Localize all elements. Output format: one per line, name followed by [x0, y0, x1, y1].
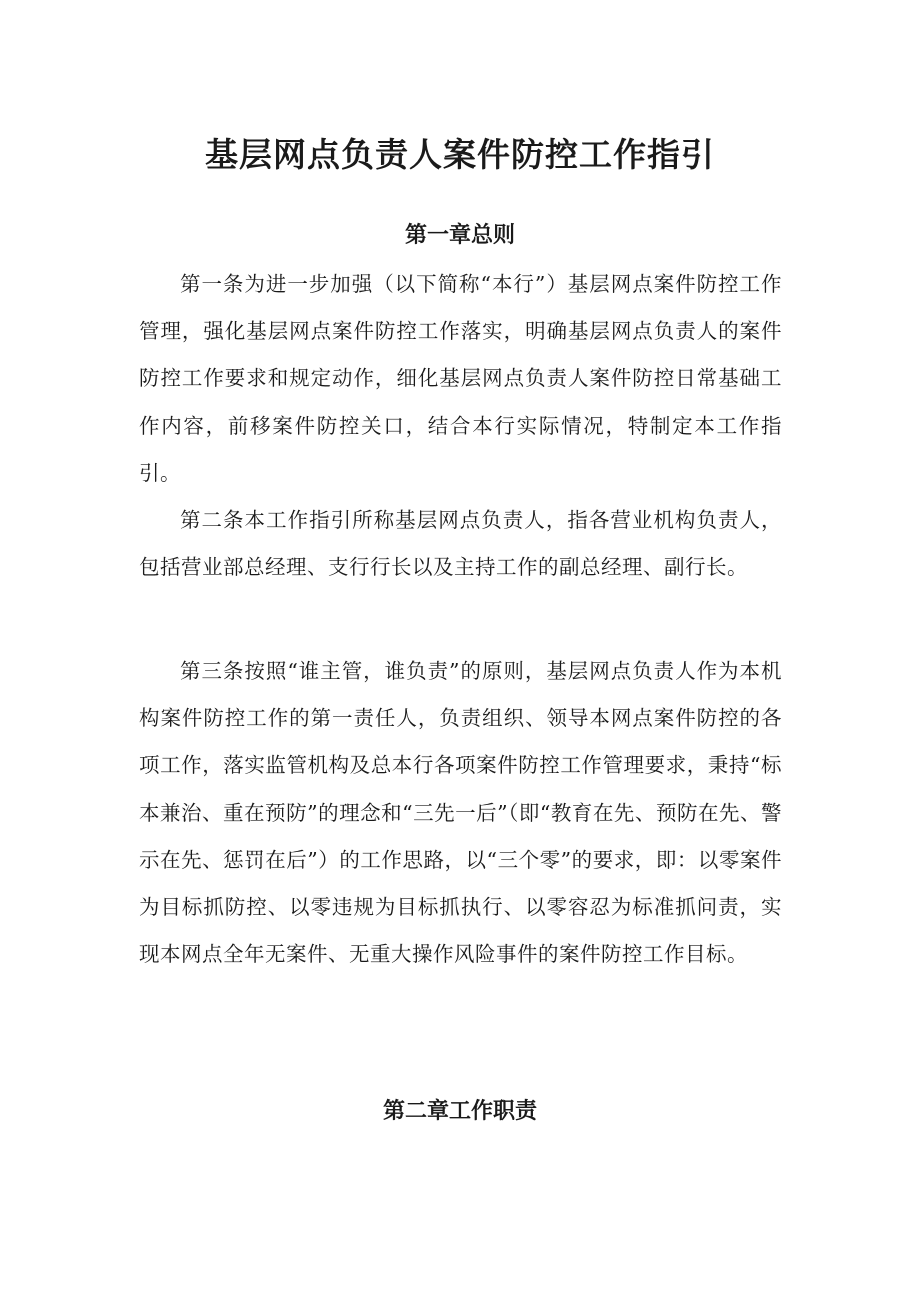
article-2-paragraph: 第二条本工作指引所称基层网点负责人，指各营业机构负责人，包括营业部总经理、支行行长以及主持工作的副总经理、副行长。 [139, 508, 782, 580]
chapter-2-heading: 第二章工作职责 [382, 1099, 537, 1124]
article-1-paragraph: 第一条为进一步加强（以下简称“本行”）基层网点案件防控工作管理，强化基层网点案件防控工作落实，明确基层网点负责人的案件防控工作要求和规定动作，细化基层网点负责人案件防控日常基础工作内容，前移案件防控关口，结合本行实际情况，特制定本工作指引。 [139, 272, 782, 485]
chapter-1-heading: 第一章总则 [404, 223, 515, 248]
document-title: 基层网点负责人案件防控工作指引 [205, 135, 715, 175]
article-3-paragraph: 第三条按照“谁主管，谁负责”的原则，基层网点负责人作为本机构案件防控工作的第一责任人，负责组织、领导本网点案件防控的各项工作，落实监管机构及总本行各项案件防控工作管理要求，秉持“标本兼治、重在预防”的理念和“三先一后”（即“教育在先、预防在先、警示在先、惩罚在后”）的工作思路，以“三个零”的要求，即：以零案件为目标抓防控、以零违规为目标抓执行、以零容忍为标准抓问责，实现本网点全年无案件、无重大操作风险事件的案件防控工作目标。 [139, 659, 782, 967]
